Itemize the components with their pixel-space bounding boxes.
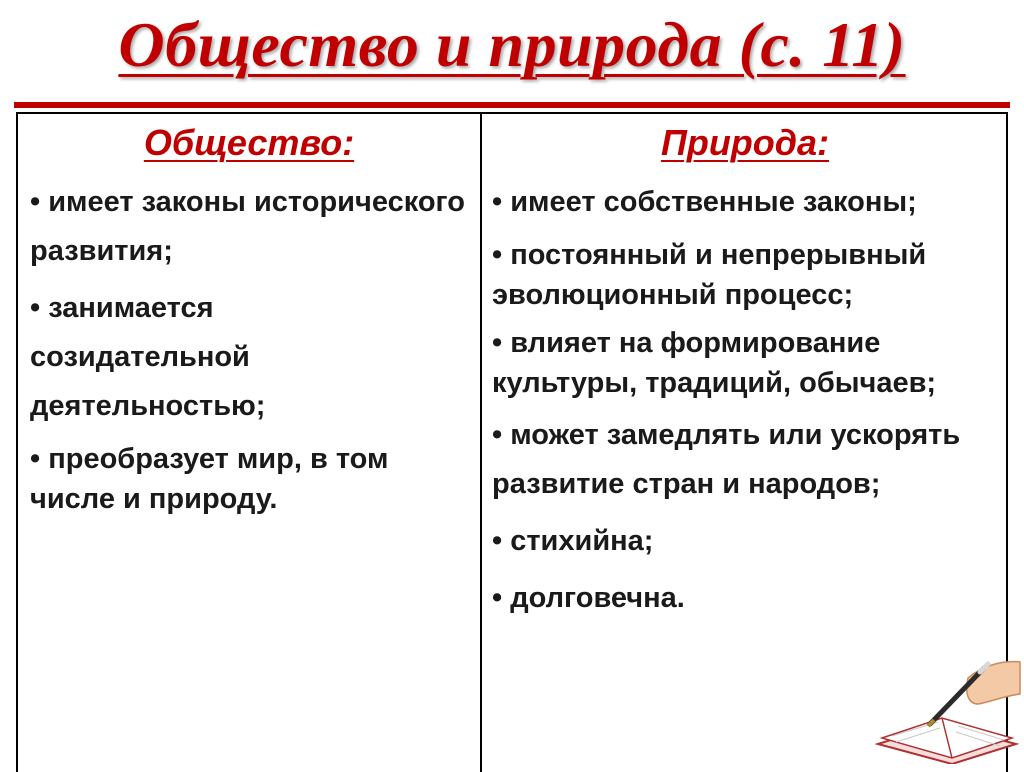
society-item-2: • занимается созидательной деятельностью;: [30, 292, 266, 422]
nature-item-4: • может замедлять или ускорять развитие стран и народов;: [492, 419, 961, 500]
society-column: [18, 114, 480, 527]
comparison-table: [16, 112, 1008, 772]
nature-column: [482, 114, 1008, 631]
nature-item-1: • имеет собственные законы;: [492, 186, 917, 218]
notebook-pen-icon: [872, 632, 1022, 764]
nature-item-3: • влияет на формирование культуры, традиций, обычаев;: [492, 327, 937, 399]
nature-heading: Природа:: [660, 122, 830, 163]
nature-item-2: • постоянный и непрерывный эволюционный процесс;: [492, 239, 927, 311]
nature-item-6: • долговечна.: [492, 582, 685, 614]
nature-item-5: • стихийна;: [492, 525, 654, 557]
title-rule: [14, 102, 1010, 108]
society-item-3: • преобразует мир, в том числе и природу.: [30, 443, 389, 515]
society-item-1: • имеет законы исторического развития;: [30, 186, 465, 267]
society-heading: Общество:: [143, 122, 355, 163]
slide-title: Общество и природа (с. 11): [118, 9, 906, 80]
